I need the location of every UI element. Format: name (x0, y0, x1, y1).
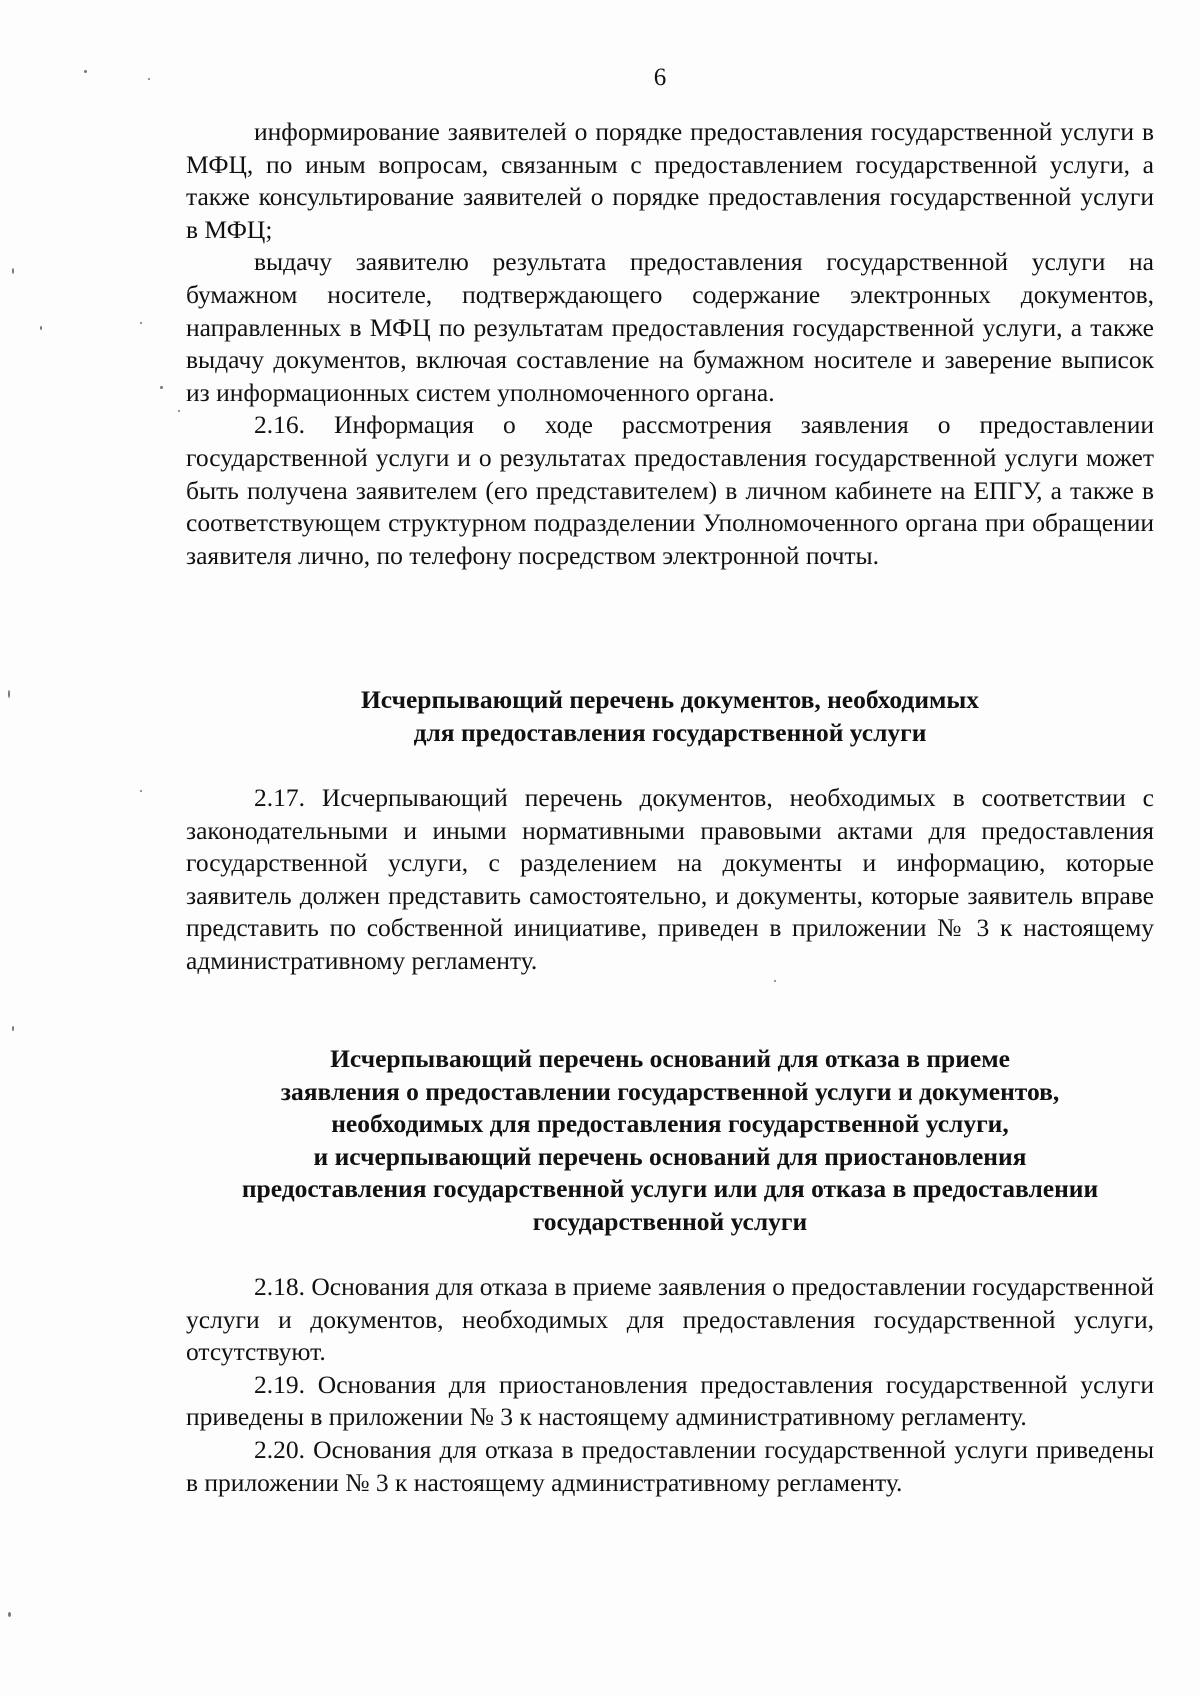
paragraph-2-17: 2.17. Исчерпывающий перечень документов, необходимых в соответствии с законодательными и иными нормативными правовыми актами для предоставления государственной услуги, с разделением на документы и информацию, которые заявитель должен представить самостоятельно, и документы, которые заявитель вправе представить по собственной инициативе, приведен в приложении № 3 к настоящему административному регламенту. (186, 783, 1154, 975)
section-block-2-17 (186, 782, 1154, 978)
heading-line: Исчерпывающий перечень оснований для отказа в приеме (330, 1044, 1010, 1073)
section-block-mfc (186, 116, 1154, 572)
scan-speck (84, 70, 87, 73)
paragraph-issuing-result: выдачу заявителю результата предоставления государственной услуги на бумажном носителе, подтверждающего содержание электронных документов, направленных в МФЦ по результатам предоставления государственной услуги, а также выдачу документов, включая составление на бумажном носителе и заверение выписок из информационных систем уполномоченного органа. (186, 247, 1154, 407)
heading-line: заявления о предоставлении государственной услуги и документов, (280, 1076, 1060, 1106)
scan-speck (8, 690, 10, 698)
scan-speck (160, 386, 163, 389)
scan-speck (140, 790, 142, 792)
paragraph-informing: информирование заявителей о порядке предоставления государственной услуги в МФЦ, по иным вопросам, связанным с предоставлением государственной услуги, а также консультирование заявителей о порядке предоставления государственной услуги в МФЦ; (186, 117, 1154, 244)
heading-documents-list (186, 684, 1154, 749)
scan-speck (148, 78, 150, 80)
paragraph-2-20: 2.20. Основания для отказа в предоставлении государственной услуги приведены в приложении № 3 к настоящему административному регламенту. (186, 1434, 1154, 1497)
heading-line: Исчерпывающий перечень документов, необходимых (360, 685, 980, 714)
scan-speck (40, 326, 42, 330)
scan-speck (140, 322, 142, 324)
paragraph-2-18: 2.18. Основания для отказа в приеме заявления о предоставлении государственной услуги и документов, необходимых для предоставления государственной услуги, отсутствуют. (186, 1272, 1154, 1367)
scan-speck (12, 1026, 14, 1031)
scan-speck (774, 980, 776, 982)
paragraph-2-16: 2.16. Информация о ходе рассмотрения заявления о предоставлении государственной услуги и о результатах предоставления государственной услуги может быть получена заявителем (его представителем) в личном кабинете на ЕПГУ, а также в соответствующем структурном подразделении Уполномоченного органа при обращении заявителя лично, по телефону посредством электронной почты. (186, 410, 1154, 570)
page-number: 6 (653, 64, 667, 91)
scan-speck (8, 1612, 11, 1617)
heading-line: и исчерпывающий перечень оснований для приостановления (313, 1141, 1027, 1171)
heading-refusal-grounds (186, 1043, 1154, 1239)
heading-line: необходимых для предоставления государственной услуги, (331, 1109, 1009, 1139)
paragraph-2-19: 2.19. Основания для приостановления предоставления государственной услуги приведены в приложении № 3 к настоящему административному регламенту. (186, 1369, 1154, 1432)
heading-line: для предоставления государственной услуги (413, 717, 927, 747)
heading-line: предоставления государственной услуги или для отказа в предоставлении (241, 1174, 1099, 1204)
heading-line: государственной услуги (532, 1206, 808, 1236)
scan-speck (178, 410, 180, 412)
section-block-2-18-2-20 (186, 1271, 1154, 1499)
scan-speck (12, 268, 14, 274)
